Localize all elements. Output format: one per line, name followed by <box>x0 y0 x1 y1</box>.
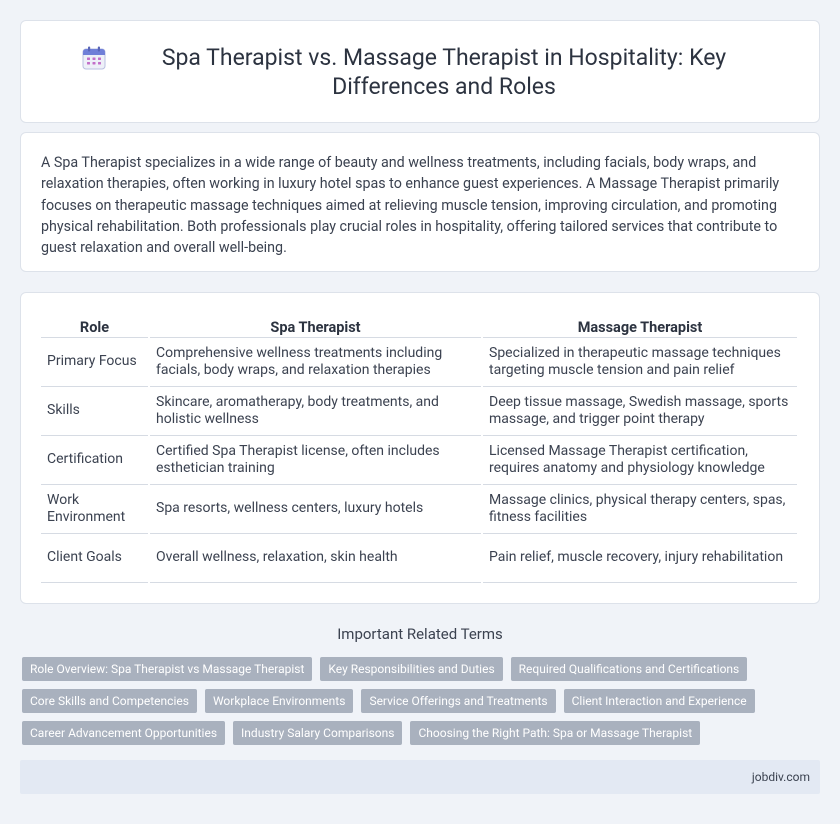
table-row <box>41 534 797 583</box>
table-cell-role: Client Goals <box>41 534 148 583</box>
related-term-tag[interactable]: Role Overview: Spa Therapist vs Massage Therapist <box>22 657 312 681</box>
table-row <box>41 387 797 436</box>
related-term-tag[interactable]: Workplace Environments <box>205 689 354 713</box>
table-cell-massage: Licensed Massage Therapist certification, requires anatomy and physiology knowledge <box>483 436 797 485</box>
table-cell-spa: Certified Spa Therapist license, often includes esthetician training <box>150 436 481 485</box>
table-cell-massage: Massage clinics, physical therapy centers, spas, fitness facilities <box>483 485 797 534</box>
related-term-tag[interactable]: Key Responsibilities and Duties <box>320 657 502 681</box>
table-cell-spa: Spa resorts, wellness centers, luxury hotels <box>150 485 481 534</box>
table-cell-spa: Overall wellness, relaxation, skin health <box>150 534 481 583</box>
table-row <box>41 338 797 387</box>
column-header-massage-therapist: Massage Therapist <box>483 314 797 338</box>
column-header-role: Role <box>41 314 148 338</box>
table-cell-role: Skills <box>41 387 148 436</box>
table-cell-role: Work Environment <box>41 485 148 534</box>
intro-paragraph: A Spa Therapist specializes in a wide range of beauty and wellness treatments, including facials, body wraps, and relaxation therapies, often working in luxury hotel spas to enhance guest experiences. A Massage Therapist primarily focuses on therapeutic massage techniques aimed at relieving muscle tension, improving circulation, and promoting physical rehabilitation. Both professionals play crucial roles in hospitality, offering tailored services that contribute to guest relaxation and overall well-being. <box>41 155 780 257</box>
comparison-table-card <box>20 292 820 604</box>
related-term-tag[interactable]: Core Skills and Competencies <box>22 689 197 713</box>
intro-card <box>20 132 820 272</box>
footer-site-link[interactable]: jobdiv.com <box>751 770 810 784</box>
related-term-tag[interactable]: Service Offerings and Treatments <box>361 689 555 713</box>
table-cell-role: Certification <box>41 436 148 485</box>
related-term-tag[interactable]: Industry Salary Comparisons <box>233 721 402 745</box>
table-row <box>41 436 797 485</box>
related-term-tag[interactable]: Client Interaction and Experience <box>564 689 755 713</box>
table-cell-spa: Comprehensive wellness treatments including facials, body wraps, and relaxation therapies <box>150 338 481 387</box>
column-header-spa-therapist: Spa Therapist <box>150 314 481 338</box>
header-card <box>20 20 820 123</box>
table-cell-massage: Specialized in therapeutic massage techniques targeting muscle tension and pain relief <box>483 338 797 387</box>
calendar-icon <box>81 45 107 71</box>
table-header-row <box>41 314 797 338</box>
footer <box>20 760 820 794</box>
related-terms-list <box>22 657 822 745</box>
table-cell-role: Primary Focus <box>41 338 148 387</box>
page-title: Spa Therapist vs. Massage Therapist in Hospitality: Key Differences and Roles <box>161 43 727 100</box>
related-term-tag[interactable]: Career Advancement Opportunities <box>22 721 225 745</box>
related-term-tag[interactable]: Choosing the Right Path: Spa or Massage Therapist <box>410 721 700 745</box>
table-row <box>41 485 797 534</box>
table-cell-massage: Pain relief, muscle recovery, injury rehabilitation <box>483 534 797 583</box>
table-cell-spa: Skincare, aromatherapy, body treatments, and holistic wellness <box>150 387 481 436</box>
comparison-table <box>39 314 799 583</box>
table-cell-massage: Deep tissue massage, Swedish massage, sports massage, and trigger point therapy <box>483 387 797 436</box>
related-terms-heading: Important Related Terms <box>337 625 503 643</box>
related-term-tag[interactable]: Required Qualifications and Certifications <box>511 657 748 681</box>
